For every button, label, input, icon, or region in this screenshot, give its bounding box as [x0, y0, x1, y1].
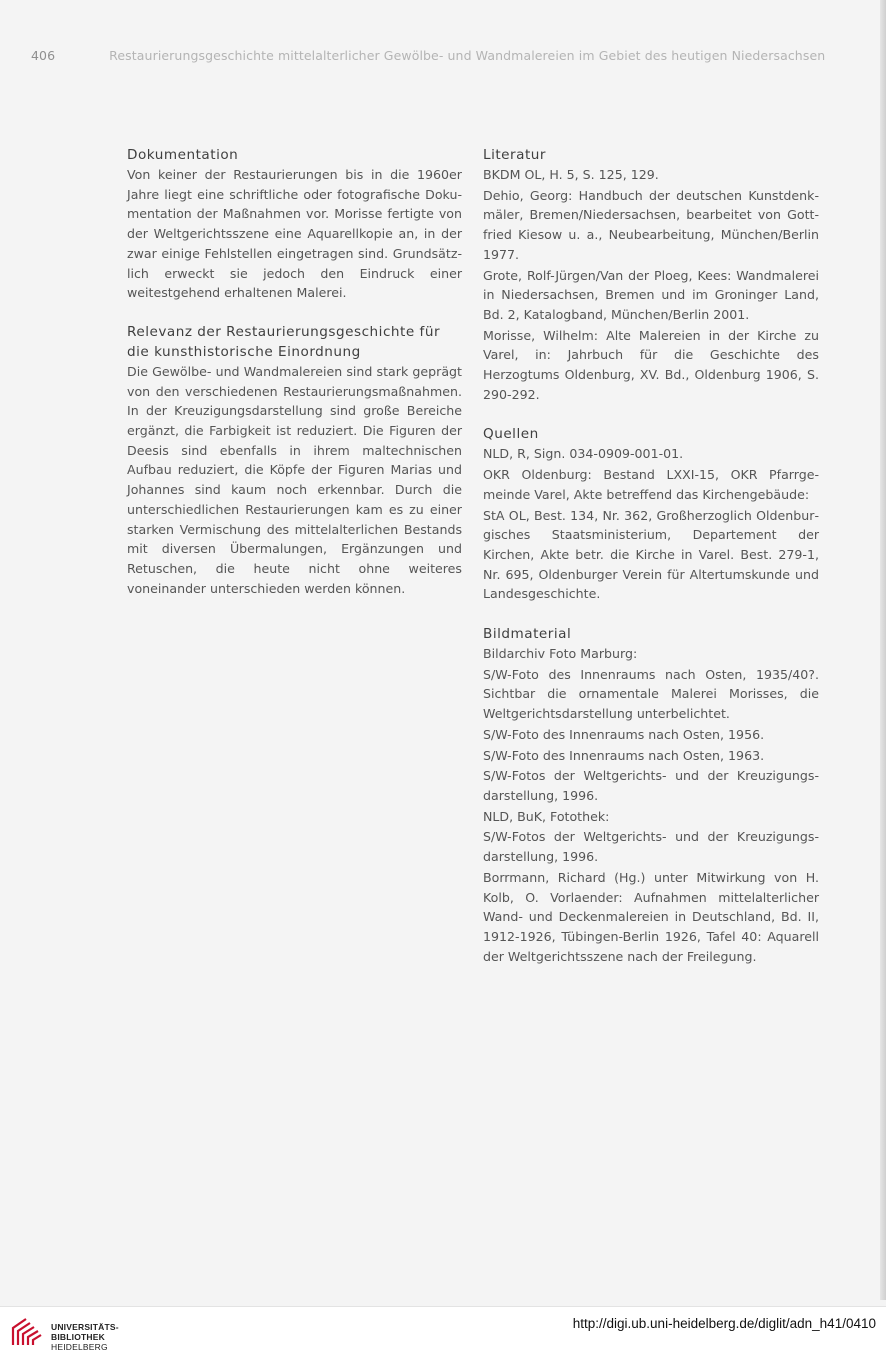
literature-heading: Literatur	[483, 147, 546, 163]
running-header	[31, 48, 846, 63]
literature-entry: Dehio, Georg: Handbuch der deutschen Kunstdenkmäler, Bremen/Niedersachsen, bearbeitet von Gottfried Kiesow u. a., Neubearbeitung, München/Berlin 1977.	[483, 187, 819, 262]
image-entry: Borrmann, Richard (Hg.) unter Mitwirkung von H. Kolb, O. Vorlaender: Aufnahmen mittelalterlicher Wand- und Deckenmalereien in Deutschland, Bd. II, 1912-1926, Tübingen-Berlin 1926, Tafel 40: Aquarell der Weltgerichtsszene nach der Freilegung.	[483, 869, 819, 964]
image-material-heading: Bildmaterial	[483, 626, 572, 643]
page-number: 406	[31, 48, 56, 63]
right-column	[483, 145, 819, 967]
left-column	[127, 145, 462, 598]
running-title: Restaurierungsgeschichte mittelalterlicher Gewölbe- und Wandmalereien im Gebiet des heutigen Niedersachsen	[109, 48, 826, 63]
literature-entry: Grote, Rolf-Jürgen/Van der Ploeg, Kees: Wandmalerei in Niedersachsen, Bremen und im Groninger Land, Bd. 2, Katalogband, München/Berlin 2001.	[483, 267, 819, 322]
library-name-line: BIBLIOTHEK	[51, 1332, 105, 1342]
source-entry: StA OL, Best. 134, Nr. 362, Großherzoglich Oldenburgisches Staatsministerium, Departement der Kirchen, Akte betr. die Kirche in Varel. Best. 279-1, Nr. 695, Oldenburger Verein für Altertumskunde und Landesgeschichte.	[483, 507, 819, 602]
image-entry: S/W-Foto des Innenraums nach Osten, 1956.	[483, 726, 765, 742]
documentation-text: Von keiner der Restaurierungen bis in die 1960er Jahre liegt eine schriftliche oder fotografische Dokumentation der Maßnahmen vor. Morisse fertigte von der Weltgerichtsszene eine Aquarellkopie an, in der zwar einige Fehlstellen eingetragen sind. Grundsätzlich erweckt sie jedoch den Eindruck einer weitestgehend erhaltenen Malerei.	[127, 167, 462, 301]
literature-entry: BKDM OL, H. 5, S. 125, 129.	[483, 167, 659, 182]
source-entry: NLD, R, Sign. 034-0909-001-01.	[483, 446, 684, 462]
documentation-heading: Dokumentation	[127, 147, 239, 163]
relevance-text: Die Gewölbe- und Wandmalereien sind stark geprägt von den verschiedenen Restaurierungsmaßnahmen. In der Kreuzigungsdarstellung sind große Bereiche ergänzt, die Farbigkeit ist reduziert. Die Figuren der Deesis sind ebenfalls in ihrem maltechnischen Aufbau reduziert, die Köpfe der Figuren Marias und Johannes sind kaum noch erkennbar. Durch die unterschiedlichen Restaurierungen kam es zu einer starken Vermischung des mittelalterlichen Bestands mit diversen Übermalungen, Ergänzungen und Retuschen, die heute nicht ohne weiteres voneinander unterschieden werden können.	[127, 363, 462, 596]
literature-entry: Morisse, Wilhelm: Alte Malereien in der Kirche zu Varel, in: Jahrbuch für die Geschichte des Herzogtums Oldenburg, XV. Bd., Oldenburg 1906, S. 290-292.	[483, 327, 819, 402]
permalink-url[interactable]: http://digi.ub.uni-heidelberg.de/diglit/adn_h41/0410	[572, 1316, 876, 1331]
relevance-heading: Relevanz der Restaurierungsgeschichte für die kunsthistorische Einordnung	[127, 323, 441, 360]
image-entry: S/W-Foto des Innenraums nach Osten, 1963.	[483, 747, 765, 763]
image-entry: S/W-Fotos der Weltgerichts- und der Kreuzigungsdarstellung, 1996.	[483, 829, 819, 865]
library-name	[51, 1322, 119, 1352]
image-entry: NLD, BuK, Fotothek:	[483, 808, 610, 824]
library-name-line: UNIVERSITÄTS-	[51, 1322, 119, 1332]
image-entry: S/W-Foto des Innenraums nach Osten, 1935/40?. Sichtbar die ornamentale Malerei Morisses, die Weltgerichtsdarstellung unterbelichtet.	[483, 666, 819, 722]
source-entry: OKR Oldenburg: Bestand LXXI-15, OKR Pfarrgemeinde Varel, Akte betreffend das Kirchengebäude:	[483, 467, 819, 502]
library-name-line: HEIDELBERG	[51, 1342, 108, 1352]
page-edge	[880, 0, 886, 1300]
sources-heading: Quellen	[483, 426, 539, 443]
ub-heidelberg-logo-icon[interactable]	[8, 1314, 44, 1350]
image-entry: S/W-Fotos der Weltgerichts- und der Kreuzigungsdarstellung, 1996.	[483, 768, 819, 803]
image-entry: Bildarchiv Foto Marburg:	[483, 646, 638, 662]
